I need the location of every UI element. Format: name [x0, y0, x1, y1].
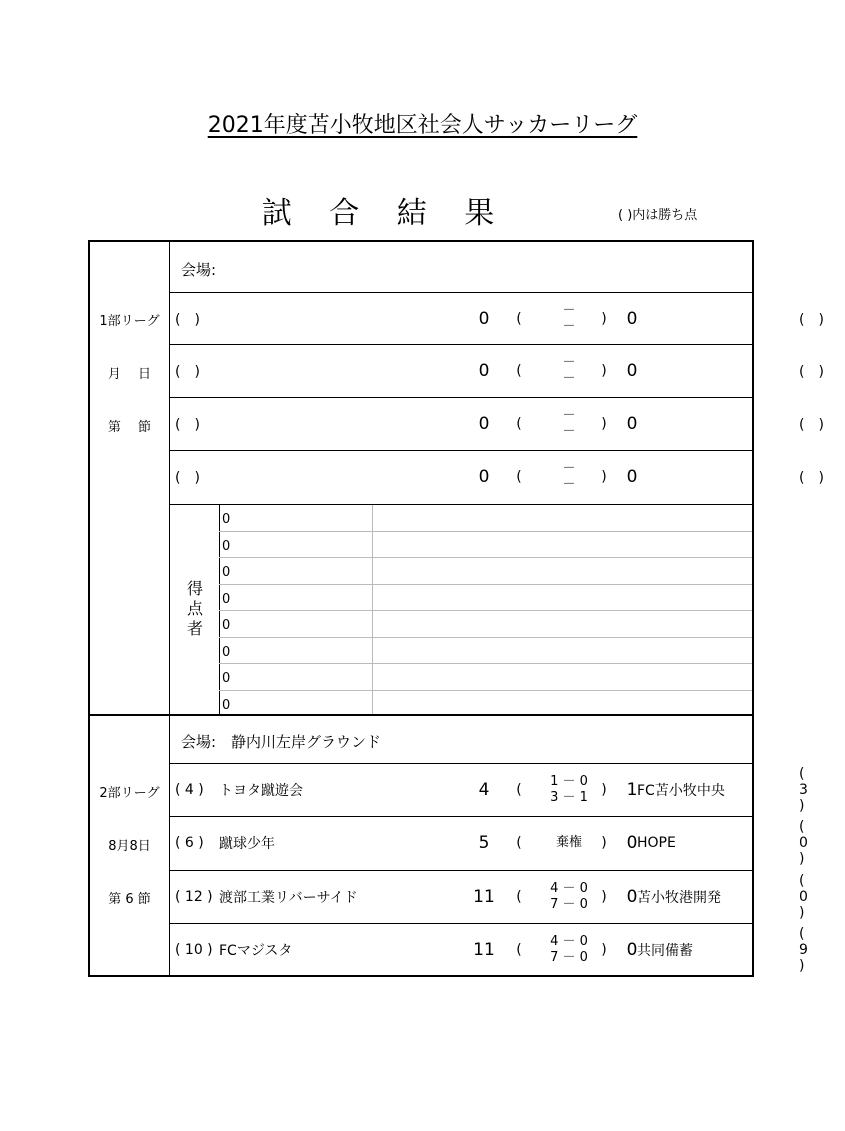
scorer-entry: 0 [222, 591, 231, 607]
close-paren: ) [601, 889, 607, 905]
league2-venue: 会場: 静内川左岸グラウンド [181, 733, 382, 751]
home-score: 4 [478, 780, 490, 800]
close-paren: ) [601, 311, 607, 327]
match-row [169, 293, 824, 345]
home-score: 11 [473, 887, 495, 907]
open-paren: ( [516, 416, 522, 432]
home-score: 0 [478, 361, 490, 381]
scorer-entry: 0 [222, 512, 231, 527]
scorer-line [219, 532, 752, 559]
document-title: 2021年度苫小牧地区社会人サッカーリーグ [207, 113, 638, 138]
away-points: ( 0 ) [799, 873, 808, 921]
open-paren: ( [516, 782, 522, 798]
second-half-score: － [562, 371, 576, 386]
away-team: HOPE [637, 835, 676, 851]
away-team: 共同備蓄 [637, 943, 693, 959]
away-score: 0 [626, 887, 638, 907]
first-half-score: 棄権 [555, 835, 582, 850]
open-paren: ( [516, 363, 522, 379]
league1-table [88, 240, 824, 716]
scorer-entry: 0 [222, 697, 231, 713]
open-paren: ( [516, 889, 522, 905]
away-score: 0 [626, 467, 638, 487]
home-score: 0 [478, 309, 490, 329]
document-subtitle: 試 合 結 果 [261, 196, 509, 231]
league2-label-column [90, 716, 170, 975]
home-points: ( 10 ) [175, 942, 213, 958]
close-paren: ) [601, 416, 607, 432]
away-score: 1 [626, 780, 638, 800]
second-half-score: 3 － 1 [550, 790, 588, 805]
scorer-lines [219, 505, 752, 714]
open-paren: ( [516, 835, 522, 851]
away-team: 苫小牧港開発 [637, 890, 721, 906]
second-half-score: － [562, 424, 576, 439]
away-points: ( 0 ) [799, 819, 808, 867]
close-paren: ) [601, 469, 607, 485]
home-score: 0 [478, 467, 490, 487]
second-half-score: － [562, 319, 576, 334]
scorer-line [219, 638, 752, 665]
league2-division-label: 2部リーグ [99, 786, 160, 801]
away-score: 0 [626, 833, 638, 853]
away-points: ( ) [799, 470, 824, 486]
home-score: 5 [478, 833, 490, 853]
scorer-line [219, 611, 752, 638]
close-paren: ) [601, 942, 607, 958]
scorer-line [219, 558, 752, 585]
home-points: ( ) [175, 312, 200, 328]
home-points: ( ) [175, 417, 200, 433]
first-half-score: － [562, 303, 576, 318]
league2-table [88, 714, 808, 977]
first-half-score: 4 － 0 [550, 881, 588, 896]
close-paren: ) [601, 835, 607, 851]
scorer-entry: 0 [222, 565, 231, 580]
home-team: トヨタ蹴遊会 [219, 783, 303, 799]
second-half-score: 7 － 0 [550, 950, 588, 965]
scorer-line [219, 585, 752, 612]
away-points: ( 9 ) [799, 926, 808, 974]
match-row [169, 817, 808, 869]
away-team: FC苫小牧中央 [637, 783, 725, 799]
league1-division-label: 1部リーグ [99, 314, 160, 329]
league1-date-label: 月 日 [107, 367, 152, 382]
home-team: 蹴球少年 [219, 836, 275, 852]
home-points: ( 4 ) [175, 782, 204, 798]
scorers-label: 得点者 [169, 505, 220, 714]
league1-round-label: 第 節 [107, 420, 152, 435]
open-paren: ( [516, 469, 522, 485]
league1-venue: 会場: [181, 261, 217, 279]
match-row [169, 451, 824, 503]
home-team: FCマジスタ [219, 943, 293, 959]
home-points: ( 6 ) [175, 835, 204, 851]
home-points: ( ) [175, 364, 200, 380]
open-paren: ( [516, 311, 522, 327]
match-row [169, 345, 824, 397]
league1-label-column [90, 242, 170, 714]
match-row [169, 764, 808, 816]
scorer-entry: 0 [222, 538, 231, 554]
first-half-score: － [562, 461, 576, 476]
away-points: ( ) [799, 364, 824, 380]
away-score: 0 [626, 309, 638, 329]
scorer-line [219, 505, 752, 532]
first-half-score: － [562, 408, 576, 423]
match-row [169, 924, 808, 976]
second-half-score: － [562, 477, 576, 492]
scorer-line [219, 664, 752, 691]
scorer-entry: 0 [222, 644, 231, 660]
second-half-score: 7 － 0 [550, 897, 588, 912]
match-row [169, 398, 824, 450]
away-score: 0 [626, 361, 638, 381]
away-score: 0 [626, 940, 638, 960]
home-points: ( ) [175, 470, 200, 486]
points-note: ( )内は勝ち点 [618, 208, 698, 223]
match-row [169, 871, 808, 923]
home-points: ( 12 ) [175, 889, 213, 905]
away-score: 0 [626, 414, 638, 434]
scorer-entry: 0 [222, 671, 231, 686]
home-team: 渡部工業リバーサイド [219, 890, 358, 906]
away-points: ( 3 ) [799, 766, 808, 814]
away-points: ( ) [799, 312, 824, 328]
league2-round-label: 第 6 節 [108, 892, 151, 907]
league2-date-label: 8月8日 [108, 839, 151, 854]
first-half-score: － [562, 355, 576, 370]
home-score: 0 [478, 414, 490, 434]
open-paren: ( [516, 942, 522, 958]
scorer-entry: 0 [222, 618, 231, 633]
away-points: ( ) [799, 417, 824, 433]
scorers-section [169, 504, 752, 714]
first-half-score: 4 － 0 [550, 934, 588, 949]
home-score: 11 [473, 940, 495, 960]
close-paren: ) [601, 363, 607, 379]
first-half-score: 1 － 0 [550, 774, 588, 789]
close-paren: ) [601, 782, 607, 798]
